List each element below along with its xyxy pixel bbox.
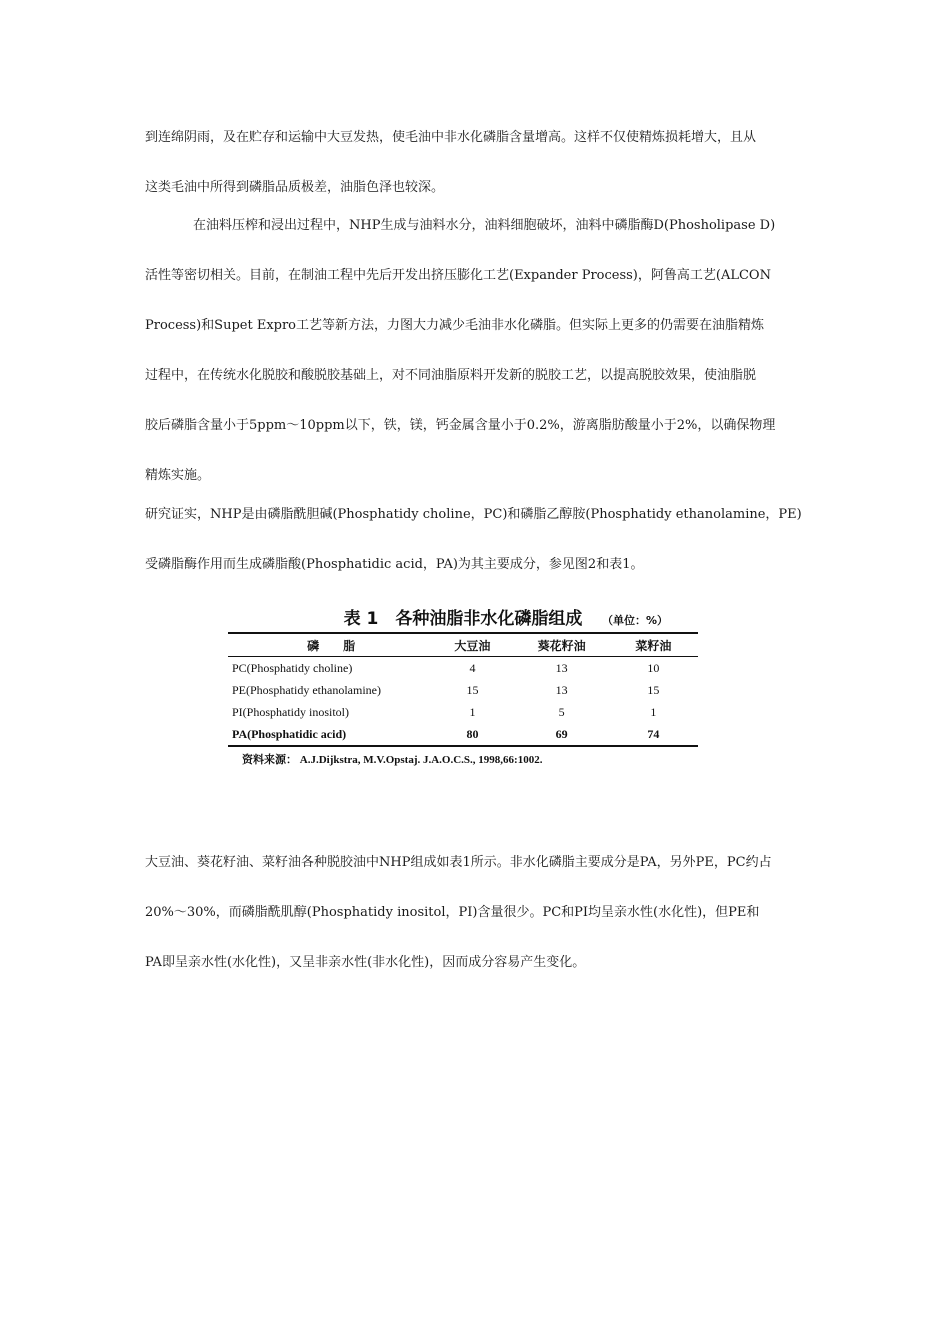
table-cell: 13 bbox=[555, 660, 568, 675]
paragraph-line: 受磷脂酶作用而生成磷脂酸(Phosphatidic acid，PA)为其主要成分，参见图2和表1。 bbox=[145, 557, 644, 572]
paragraph-line: 这类毛油中所得到磷脂品质极差，油脂色泽也较深。 bbox=[145, 180, 445, 195]
paragraph-line: 精炼实施。 bbox=[145, 468, 211, 483]
paragraph-line: 过程中，在传统水化脱胶和酸脱胶基础上，对不同油脂原料开发新的脱胶工艺，以提高脱胶效果，使油脂脱 bbox=[145, 368, 757, 383]
table-source: 资料来源： A.J.Dijkstra, M.V.Opstaj. J.A.O.C.S., 1998,66:1002. bbox=[242, 754, 543, 766]
paragraph-line: 研究证实，NHP是由磷脂酰胆碱(Phosphatidy choline，PC)和磷脂乙醇胺(Phosphatidy ethanolamine，PE) bbox=[145, 507, 802, 522]
table-cell: 1 bbox=[469, 704, 476, 719]
paragraph-line: 在油料压榨和浸出过程中，NHP生成与油料水分，油料细胞破坏，油料中磷脂酶D(Phosholipase D) bbox=[193, 218, 776, 233]
paragraph-line: 20%～30%，而磷脂酰肌醇(Phosphatidy inositol，PI)含量很少。PC和PI均呈亲水性(水化性)，但PE和 bbox=[145, 905, 760, 920]
table-cell: 69 bbox=[555, 726, 568, 741]
table-title-text: 表 1 各种油脂非水化磷脂组成 bbox=[343, 609, 583, 629]
table-header-row bbox=[228, 634, 698, 656]
table-cell: 80 bbox=[466, 726, 479, 741]
paragraph-line: 活性等密切相关。目前，在制油工程中先后开发出挤压膨化工艺(Expander Process)，阿鲁高工艺(ALCON bbox=[145, 268, 771, 283]
table-row bbox=[228, 657, 698, 679]
table-cell: 13 bbox=[555, 682, 568, 697]
table-cell: 10 bbox=[647, 660, 660, 675]
table-row bbox=[228, 723, 698, 745]
header-cell: 葵花籽油 bbox=[537, 638, 586, 653]
table-cell: PI(Phosphatidy inositol) bbox=[232, 704, 350, 719]
table-cell: 5 bbox=[558, 704, 565, 719]
table-cell: 15 bbox=[647, 682, 660, 697]
table-title bbox=[228, 606, 698, 632]
table-cell: 4 bbox=[469, 660, 476, 675]
header-cell: 大豆油 bbox=[454, 638, 491, 653]
paragraph-line: PA即呈亲水性(水化性)，又呈非亲水性(非水化性)，因而成分容易产生变化。 bbox=[145, 955, 586, 970]
table-row bbox=[228, 679, 698, 701]
paragraph-line: Process)和Supet Expro工艺等新方法，力图大力减少毛油非水化磷脂。但实际上更多的仍需要在油脂精炼 bbox=[145, 318, 765, 333]
paragraph-line: 到连绵阴雨，及在贮存和运输中大豆发热，使毛油中非水化磷脂含量增高。这样不仅使精炼损耗增大，且从 bbox=[145, 130, 757, 145]
table-cell: 15 bbox=[466, 682, 479, 697]
header-cell: 菜籽油 bbox=[635, 638, 672, 653]
table-bottom-rule bbox=[228, 745, 698, 747]
table-cell: PA(Phosphatidic acid) bbox=[232, 726, 347, 741]
table-cell: PC(Phosphatidy choline) bbox=[232, 660, 353, 675]
table-cell: 1 bbox=[650, 704, 657, 719]
paragraph-line: 胶后磷脂含量小于5ppm～10ppm以下，铁，镁，钙金属含量小于0.2%，游离脂肪酸量小于2%，以确保物理 bbox=[145, 418, 776, 433]
table-row bbox=[228, 701, 698, 723]
table-cell: 74 bbox=[647, 726, 660, 741]
header-cell: 磷 脂 bbox=[307, 638, 356, 653]
paragraph-line: 大豆油、葵花籽油、菜籽油各种脱胶油中NHP组成如表1所示。非水化磷脂主要成分是PA，另外PE，PC约占 bbox=[145, 855, 772, 870]
table-cell: PE(Phosphatidy ethanolamine) bbox=[232, 682, 381, 697]
phospholipid-table bbox=[228, 606, 698, 767]
table-unit: （单位：%） bbox=[601, 614, 668, 627]
